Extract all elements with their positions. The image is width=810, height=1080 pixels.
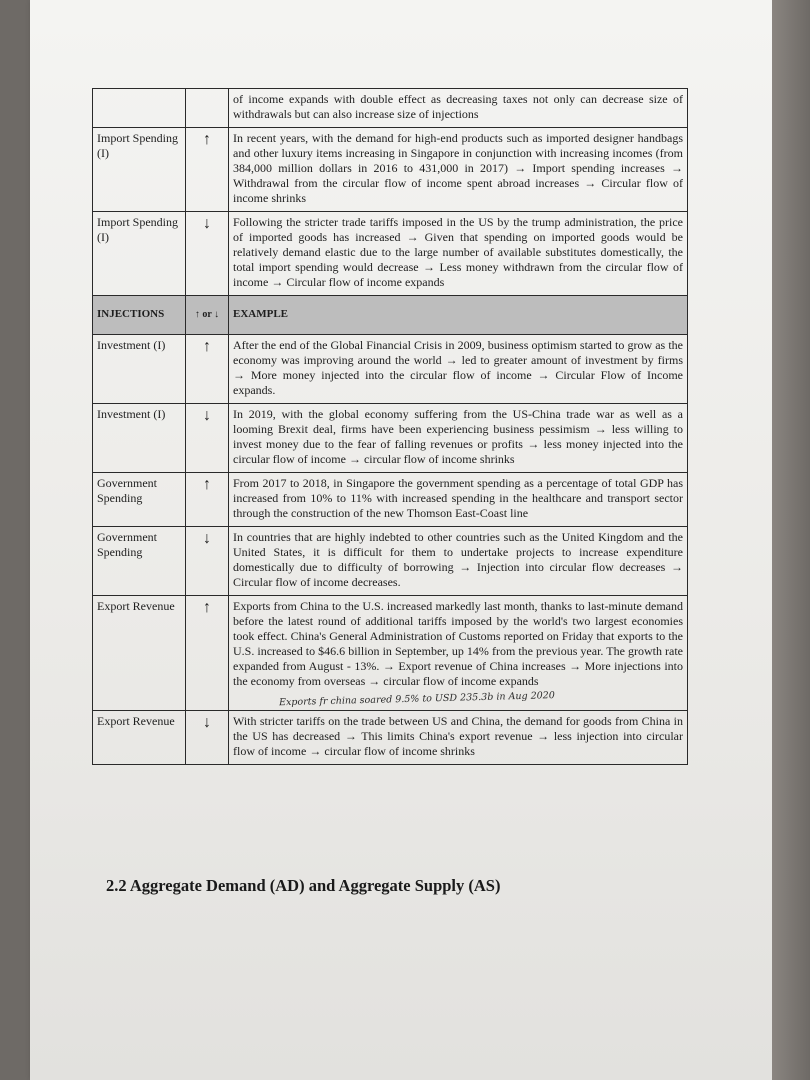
row-text: Following the stricter trade tariffs imposed in the US by the trump administration, the price of imported goods has increased → Given that spending on imported goods would be relatively demand elastic due to the large number of available substitutes domestically, the total import spending would decrease → Less money withdrawn from the circular flow of income → Circular flow of income expands <box>229 212 688 296</box>
up-arrow-icon: ↑ <box>186 128 229 212</box>
circular-flow-table <box>92 88 688 765</box>
up-arrow-icon: ↑ <box>186 473 229 527</box>
table-row <box>93 128 688 212</box>
table-row <box>93 335 688 404</box>
table-row <box>93 711 688 765</box>
down-arrow-icon: ↓ <box>186 711 229 765</box>
row-text: With stricter tariffs on the trade between US and China, the demand for goods from China in the US has decreased → This limits China's export revenue → less injection into circular flow of income → circular flow of income shrinks <box>229 711 688 765</box>
table-row <box>93 212 688 296</box>
row-label: Export Revenue <box>93 711 186 765</box>
row-text: In countries that are highly indebted to other countries such as the United Kingdom and the United States, it is difficult for them to undertake projects to increase expenditure domestically due to difficulty of borrowing → Injection into circular flow decreases → Circular flow of income decreases. <box>229 527 688 596</box>
up-arrow-icon: ↑ <box>186 596 229 711</box>
row-label: Import Spending (I) <box>93 212 186 296</box>
down-arrow-icon: ↓ <box>186 527 229 596</box>
background-edge <box>772 0 810 1080</box>
table-row <box>93 473 688 527</box>
down-arrow-icon: ↓ <box>186 404 229 473</box>
row-text: of income expands with double effect as decreasing taxes not only can decrease size of withdrawals but can also increase size of injections <box>229 89 688 128</box>
row-text: In recent years, with the demand for high-end products such as imported designer handbags and other luxury items increasing in Singapore in conjunction with increasing incomes (from 384,000 million dollars in 2016 to 431,000 in 2017) → Import spending increases → Withdrawal from the circular flow of income spent abroad increases → Circular flow of income shrinks <box>229 128 688 212</box>
header-direction: ↑ or ↓ <box>186 296 229 335</box>
row-text: Exports from China to the U.S. increased markedly last month, thanks to last-minute demand before the latest round of additional tariffs imposed by the world's two largest economies took effect. China's General Administration of Customs reported on Friday that exports to the U.S. increased to $46.6 billion in September, up 14% from the previous year. The growth rate expanded from August - 13%. → Export revenue of China increases → More injections into the economy from overseas → circular flow of income expands <box>233 599 683 688</box>
row-label: Investment (I) <box>93 335 186 404</box>
table-row <box>93 596 688 711</box>
row-label: Government Spending <box>93 473 186 527</box>
row-label: Export Revenue <box>93 596 186 711</box>
handwritten-note: Exports fr china soared 9.5% to USD 235.3b in Aug 2020 <box>278 690 555 709</box>
section-heading: 2.2 Aggregate Demand (AD) and Aggregate Supply (AS) <box>106 876 501 895</box>
row-label: Government Spending <box>93 527 186 596</box>
row-label: Import Spending (I) <box>93 128 186 212</box>
header-example: EXAMPLE <box>229 296 688 335</box>
up-arrow-icon: ↑ <box>186 335 229 404</box>
header-injections: INJECTIONS <box>93 296 186 335</box>
row-text: In 2019, with the global economy suffering from the US-China trade war as well as a looming Brexit deal, firms have been experiencing business pessimism → less willing to invest money due to the fear of falling revenues or profits → less money injected into the circular flow of income → circular flow of income shrinks <box>229 404 688 473</box>
down-arrow-icon: ↓ <box>186 212 229 296</box>
table-row <box>93 89 688 128</box>
table-header-row <box>93 296 688 335</box>
row-text: From 2017 to 2018, in Singapore the government spending as a percentage of total GDP has increased from 10% to 11% with increased spending in the healthcare and transport sector through the construction of the new Thomson East-Coast line <box>229 473 688 527</box>
row-text: After the end of the Global Financial Crisis in 2009, business optimism started to grow as the economy was improving around the world → led to greater amount of investment by firms → More money injected into the circular flow of income → Circular Flow of Income expands. <box>229 335 688 404</box>
table-row <box>93 404 688 473</box>
table-row <box>93 527 688 596</box>
row-label: Investment (I) <box>93 404 186 473</box>
